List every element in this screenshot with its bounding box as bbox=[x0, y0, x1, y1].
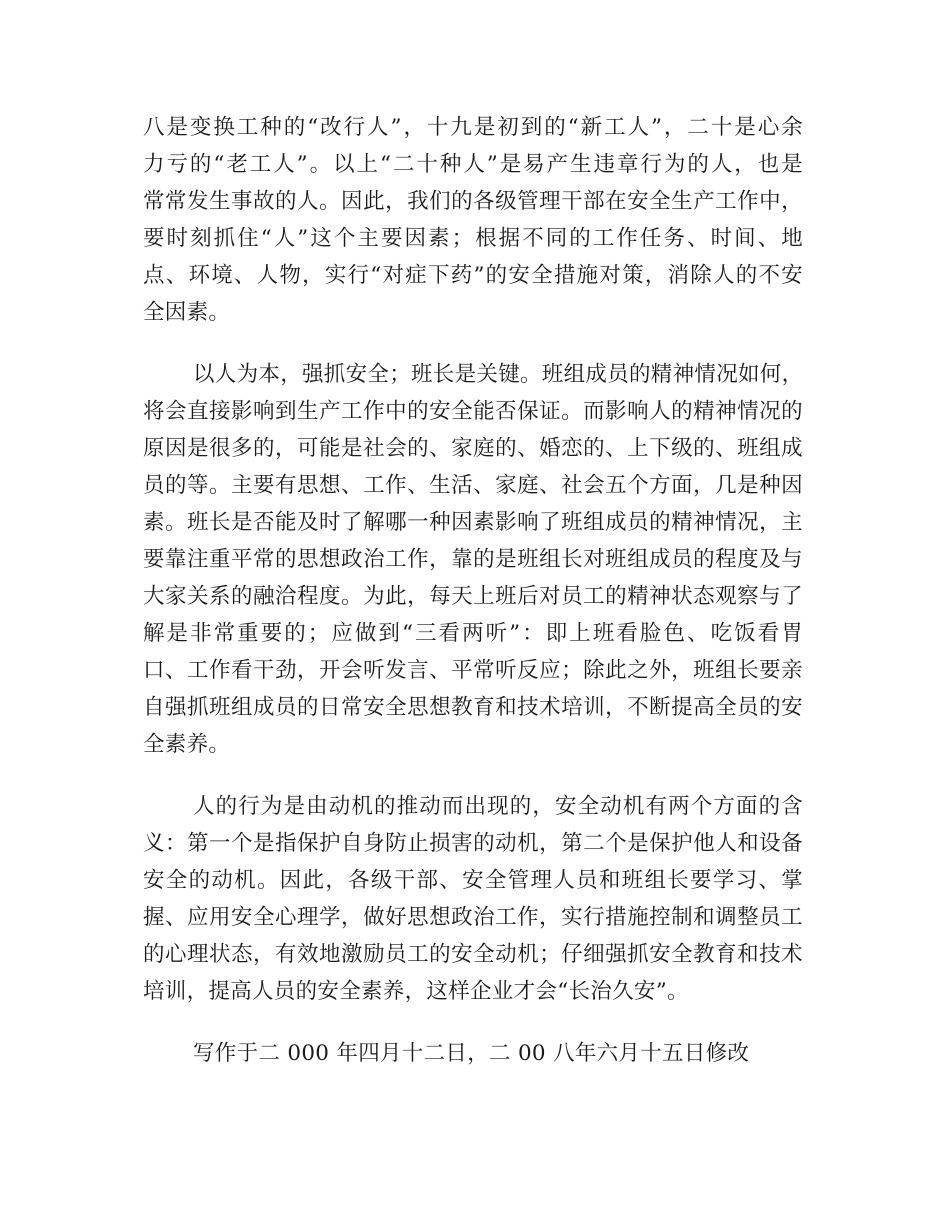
paragraph-3-line-2: 义：第一个是指保护自身防止损害的动机，第二个是保护他人和设备 bbox=[143, 831, 803, 856]
paragraph-2-line-1: 以人为本，强抓安全；班长是关键。班组成员的精神情况如何， bbox=[193, 362, 804, 387]
paragraph-3-line-3: 安全的动机。因此，各级干部、安全管理人员和班组长要学习、掌 bbox=[143, 868, 803, 893]
paragraph-3-line-4: 握、应用安全心理学，做好思想政治工作，实行措施控制和调整员工 bbox=[143, 905, 803, 930]
paragraph-3-line-5: 的心理状态，有效地激励员工的安全动机；仔细强抓安全教育和技术 bbox=[143, 942, 803, 967]
paragraph-2-line-6: 要靠注重平常的思想政治工作，靠的是班组长对班组成员的程度及与 bbox=[143, 547, 803, 572]
paragraph-2-line-4: 员的等。主要有思想、工作、生活、家庭、社会五个方面，几是种因 bbox=[143, 473, 803, 498]
paragraph-2-line-7: 大家关系的融洽程度。为此，每天上班后对员工的精神状态观察与了 bbox=[143, 584, 803, 609]
paragraph-2-line-11: 全素养。 bbox=[143, 732, 231, 757]
paragraph-1-line-2: 力亏的“老工人”。以上“二十种人”是易产生违章行为的人，也是 bbox=[143, 152, 803, 177]
paragraph-2-line-5: 素。班长是否能及时了解哪一种因素影响了班组成员的精神情况，主 bbox=[143, 510, 803, 535]
paragraph-3-line-1: 人的行为是由动机的推动而出现的，安全动机有两个方面的含 bbox=[193, 794, 803, 819]
paragraph-2-line-9: 口、工作看干劲，开会听发言、平常听反应；除此之外，班组长要亲 bbox=[143, 658, 803, 683]
paragraph-2-line-2: 将会直接影响到生产工作中的安全能否保证。而影响人的精神情况的 bbox=[143, 399, 803, 424]
paragraph-2-line-3: 原因是很多的，可能是社会的、家庭的、婚恋的、上下级的、班组成 bbox=[143, 436, 803, 461]
paragraph-1-line-1: 八是变换工种的“改行人”，十九是初到的“新工人”，二十是心余 bbox=[143, 115, 803, 140]
paragraph-1-line-4: 要时刻抓住“人”这个主要因素；根据不同的工作任务、时间、地 bbox=[143, 226, 803, 251]
closing-date-line: 写作于二 000 年四月十二日，二 00 八年六月十五日修改 bbox=[193, 1041, 750, 1066]
paragraph-3-line-6: 培训，提高人员的安全素养，这样企业才会“长治久安”。 bbox=[143, 979, 689, 1004]
paragraph-1-line-5: 点、环境、人物，实行“对症下药”的安全措施对策，消除人的不安 bbox=[143, 263, 803, 288]
paragraph-1-line-6: 全因素。 bbox=[143, 300, 231, 325]
paragraph-2-line-10: 自强抓班组成员的日常安全思想教育和技术培训，不断提高全员的安 bbox=[143, 695, 803, 720]
paragraph-1-line-3: 常常发生事故的人。因此，我们的各级管理干部在安全生产工作中， bbox=[143, 189, 803, 214]
paragraph-2-line-8: 解是非常重要的；应做到“三看两听”：即上班看脸色、吃饭看胃 bbox=[143, 621, 803, 646]
